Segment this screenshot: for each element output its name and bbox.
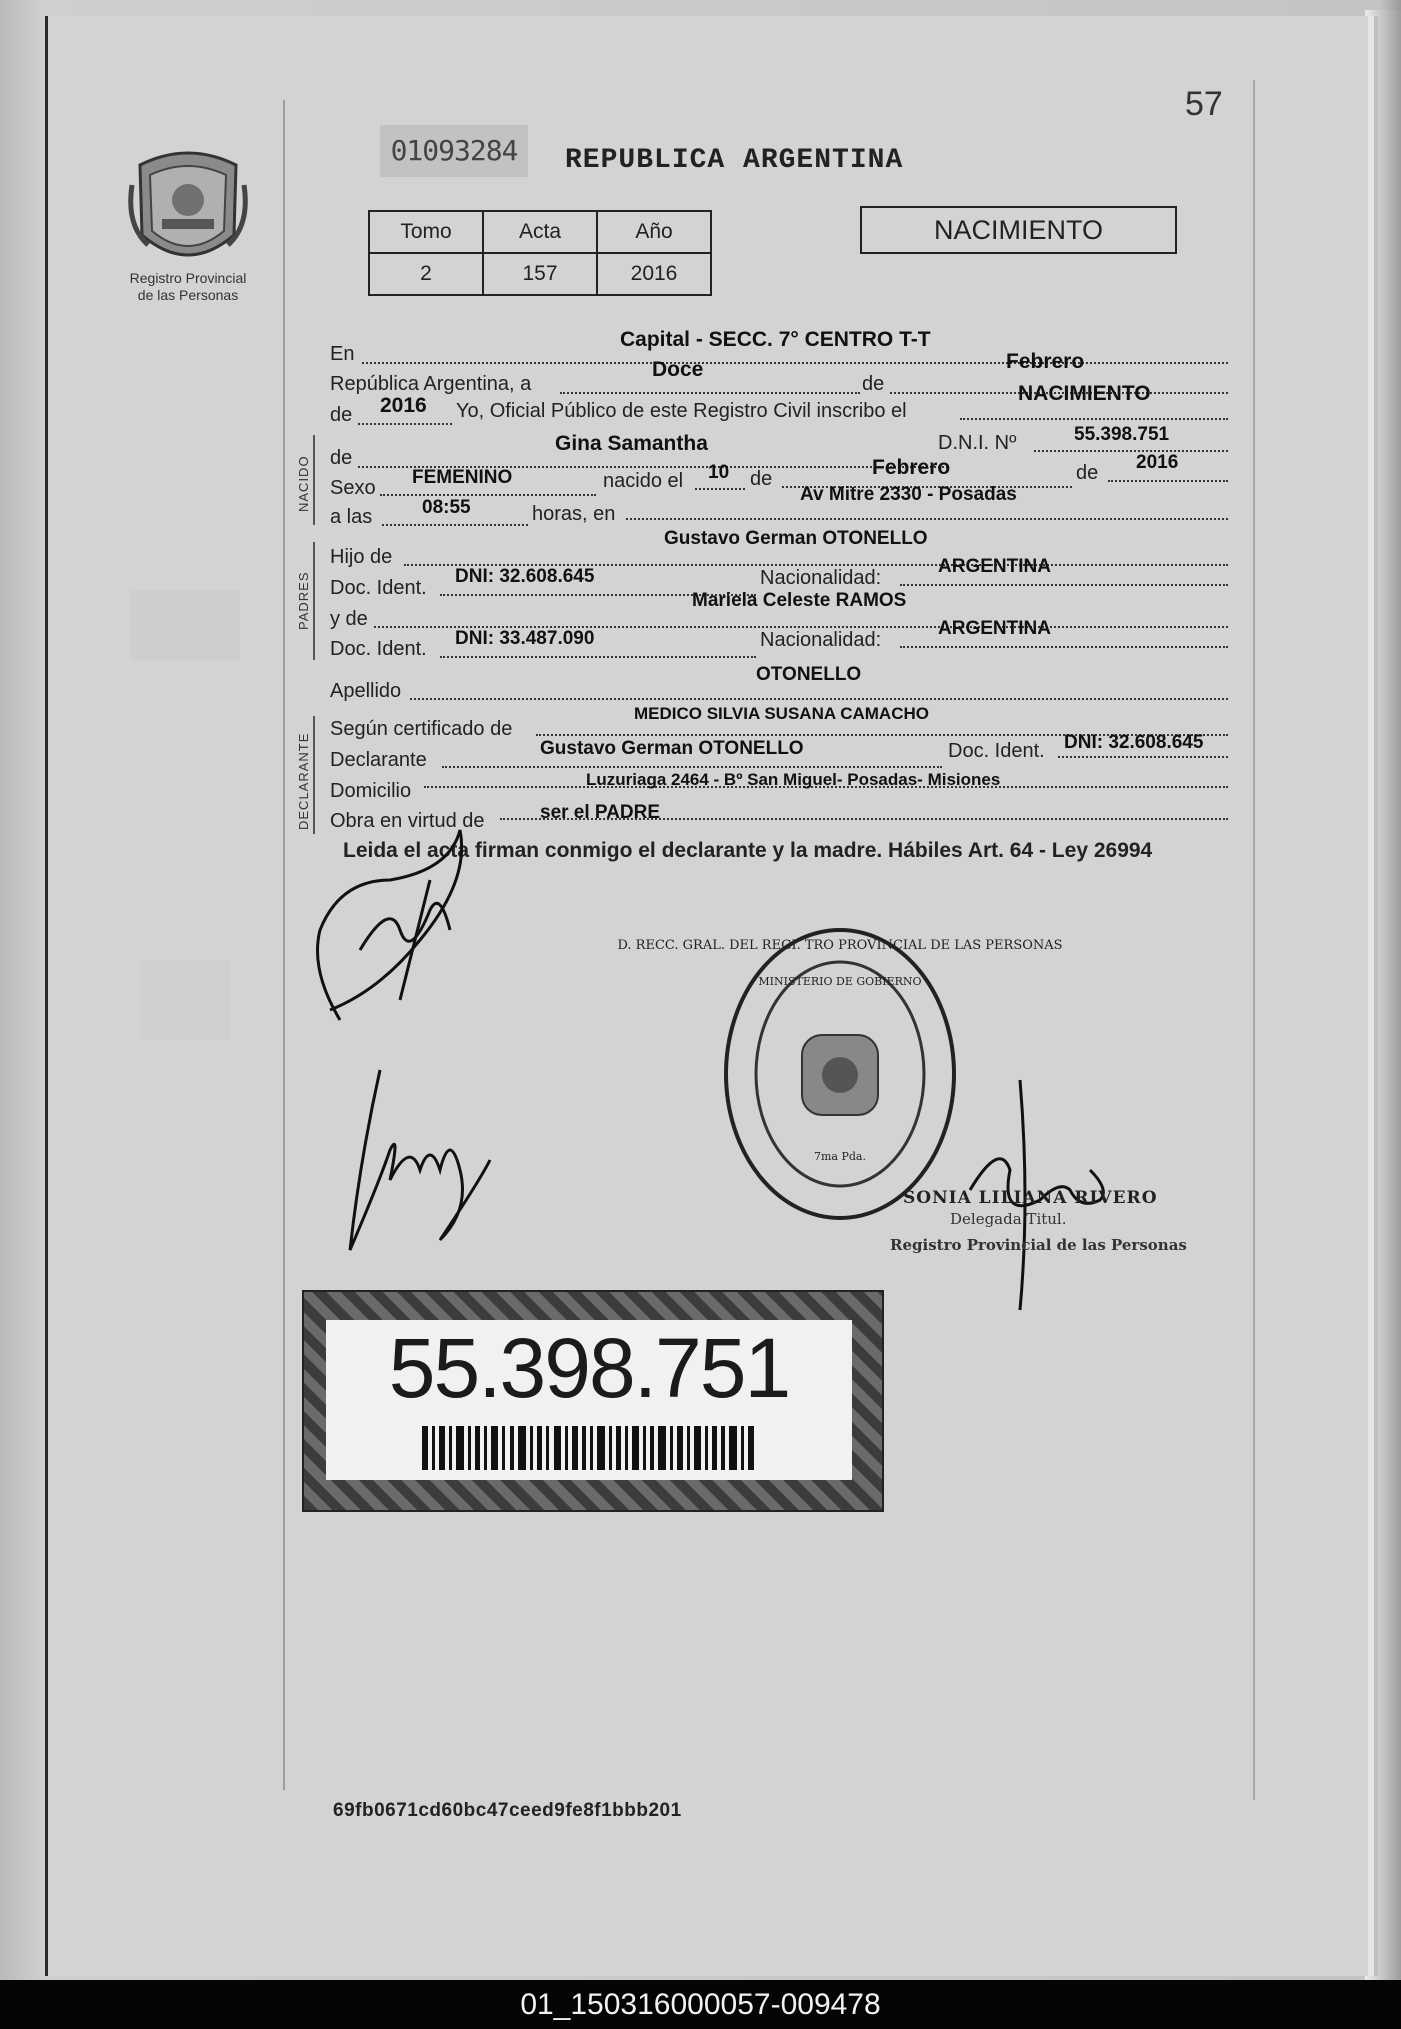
value-day: Doce: [652, 358, 704, 381]
label-republica: República Argentina, a: [330, 373, 532, 395]
label-obra: Obra en virtud de: [330, 810, 485, 832]
value-obra: ser el PADRE: [540, 802, 661, 823]
sticker-label: [326, 1320, 852, 1480]
value-apellido: OTONELLO: [756, 664, 862, 685]
label-a-las: a las: [330, 506, 373, 528]
record-table-header-row: [369, 211, 711, 253]
value-birth-month: Febrero: [872, 456, 951, 479]
value-sexo: FEMENINO: [412, 467, 513, 488]
value-father-doc: DNI: 32.608.645: [455, 566, 595, 587]
page-number: 57: [1185, 85, 1223, 123]
dotted-line: [410, 698, 1228, 700]
value-father: Gustavo German OTONELLO: [664, 528, 928, 549]
header-acta: Acta: [483, 211, 597, 253]
label-domicilio: Domicilio: [330, 780, 412, 802]
label-oficial: Yo, Oficial Público de este Registro Civil inscribo el: [456, 400, 907, 422]
label-de-year: de: [330, 404, 353, 426]
signature-declarant: [300, 820, 500, 1040]
stamp-outer-text: D. RECC. GRAL. DEL REGI. TRO PROVINCIAL DE LAS PERSONAS: [617, 938, 1063, 953]
dotted-line: [960, 418, 1228, 420]
stamp-inner-text: MINISTERIO DE GOBIERNO: [758, 975, 922, 988]
value-inscribo: NACIMIENTO: [1018, 382, 1151, 405]
value-acta: 157: [483, 253, 597, 295]
officer-role: Delegada Titul.: [950, 1210, 1067, 1228]
label-y-de: y de: [330, 608, 368, 630]
dotted-line: [1034, 450, 1228, 452]
dotted-line: [362, 362, 1228, 364]
section-divider: [313, 542, 315, 660]
country-heading: REPUBLICA ARGENTINA: [565, 145, 904, 176]
section-divider: [313, 716, 315, 834]
value-mother: Mariela Celeste RAMOS: [692, 590, 907, 611]
label-dni: D.N.I. Nº: [938, 432, 1017, 454]
section-label-declarante: DECLARANTE: [296, 732, 311, 830]
label-declarante: Declarante: [330, 749, 427, 771]
record-table-value-row: [369, 253, 711, 295]
label-birth-de2: de: [1076, 462, 1099, 484]
dotted-line: [440, 656, 756, 658]
label-nat-father: Nacionalidad:: [760, 567, 882, 589]
dotted-line: [695, 488, 745, 490]
header-anio: Año: [597, 211, 711, 253]
value-time: 08:55: [422, 497, 471, 518]
value-domicilio: Luzuriaga 2464 - Bº San Miguel- Posadas- Misiones: [586, 770, 1001, 789]
value-year: 2016: [380, 394, 427, 417]
id-sticker: [302, 1290, 884, 1512]
label-doc-mother: Doc. Ident.: [330, 638, 427, 660]
value-decl-doc: DNI: 32.608.645: [1064, 732, 1204, 753]
section-divider: [313, 435, 315, 525]
value-birth-year: 2016: [1136, 452, 1179, 473]
registry-caption: Registro Provincial de las Personas: [129, 270, 247, 303]
file-id-bar: 01_150316000057-009478: [0, 1980, 1401, 2029]
label-name-de: de: [330, 447, 353, 469]
document-hash: 69fb0671cd60bc47ceed9fe8f1bbb201: [333, 1800, 682, 1821]
dotted-line: [1108, 480, 1228, 482]
barcode-icon: [422, 1426, 758, 1470]
dotted-line: [900, 584, 1228, 586]
value-tomo: 2: [369, 253, 483, 295]
dotted-line: [382, 524, 528, 526]
page-stack-edge: [1365, 10, 1401, 1980]
section-label-nacido: NACIDO: [296, 455, 311, 512]
left-margin-line: [283, 100, 285, 1790]
dotted-line: [358, 423, 452, 425]
record-type-box: NACIMIENTO: [860, 206, 1177, 254]
value-mother-nat: ARGENTINA: [938, 618, 1051, 639]
value-en: Capital - SECC. 7° CENTRO T-T: [620, 328, 931, 351]
label-sexo: Sexo: [330, 477, 376, 499]
sticker-number: 55.398.751: [388, 1321, 790, 1415]
value-place: Av Mitre 2330 - Posadas: [800, 484, 1017, 505]
value-birth-day: 10: [708, 462, 730, 483]
label-certificado: Según certificado de: [330, 718, 513, 740]
bleed-through-mark: [140, 960, 230, 1040]
label-nat-mother: Nacionalidad:: [760, 629, 882, 651]
right-margin-line: [1253, 80, 1255, 1800]
label-hijo-de: Hijo de: [330, 546, 393, 568]
officer-organization: Registro Provincial de las Personas: [890, 1236, 1187, 1254]
label-en: En: [330, 343, 355, 365]
value-declarante: Gustavo German OTONELLO: [540, 738, 804, 759]
value-month: Febrero: [1006, 350, 1085, 373]
serial-number: 01093284: [380, 125, 528, 177]
dotted-line: [626, 518, 1228, 520]
province-emblem-icon: [130, 145, 246, 269]
label-decl-doc: Doc. Ident.: [948, 740, 1045, 762]
document-page: [45, 16, 1368, 1976]
officer-name: SONIA LILIANA RIVERO: [903, 1188, 1158, 1208]
dotted-line: [380, 494, 596, 496]
value-father-nat: ARGENTINA: [938, 556, 1051, 577]
value-anio: 2016: [597, 253, 711, 295]
value-certificado: MEDICO SILVIA SUSANA CAMACHO: [634, 704, 929, 723]
value-name: Gina Samantha: [555, 432, 708, 455]
dotted-line: [560, 392, 860, 394]
signature-mother: [340, 1060, 500, 1260]
closing-text: Leida el acta firman conmigo el declarante y la madre. Hábiles Art. 64 - Ley 26994: [343, 839, 1153, 862]
label-nacido-el: nacido el: [603, 470, 684, 492]
bleed-through-mark: [130, 590, 240, 660]
record-table: [368, 210, 712, 296]
label-apellido: Apellido: [330, 680, 402, 702]
label-doc-father: Doc. Ident.: [330, 577, 427, 599]
value-dni: 55.398.751: [1074, 424, 1170, 445]
header-tomo: Tomo: [369, 211, 483, 253]
label-birth-de: de: [750, 468, 773, 490]
dotted-line: [1058, 756, 1228, 758]
dotted-line: [442, 766, 942, 768]
dotted-line: [900, 646, 1228, 648]
stamp-bottom-text: 7ma Pda.: [814, 1150, 866, 1163]
section-label-padres: PADRES: [296, 571, 311, 630]
label-horas: horas, en: [532, 503, 616, 525]
value-mother-doc: DNI: 33.487.090: [455, 628, 595, 649]
label-de: de: [862, 373, 885, 395]
